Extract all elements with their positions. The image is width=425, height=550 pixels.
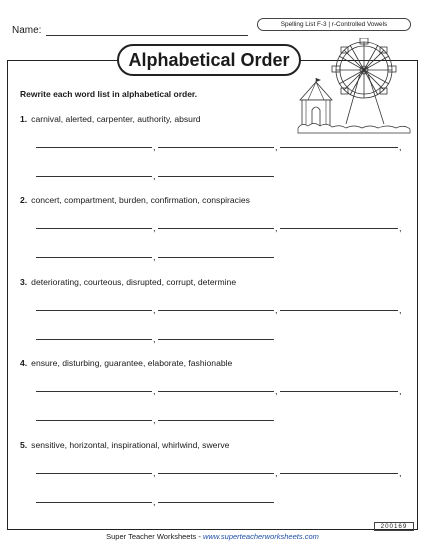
answer-line[interactable] — [158, 147, 274, 148]
question-text — [20, 114, 201, 124]
comma-separator: , — [275, 142, 278, 152]
answer-line[interactable] — [280, 391, 398, 392]
answer-line[interactable] — [36, 420, 152, 421]
answer-line[interactable] — [158, 339, 274, 340]
comma-separator: , — [399, 468, 402, 478]
answer-line[interactable] — [36, 257, 152, 258]
comma-separator: , — [275, 305, 278, 315]
answer-line[interactable] — [280, 147, 398, 148]
word-list: ensure, disturbing, guarantee, elaborate, fashionable — [31, 358, 233, 368]
comma-separator: , — [153, 468, 156, 478]
answer-line[interactable] — [36, 310, 152, 311]
footer — [0, 532, 425, 541]
question-text — [20, 277, 236, 287]
comma-separator: , — [153, 223, 156, 233]
comma-separator: , — [153, 497, 156, 507]
answer-line[interactable] — [36, 391, 152, 392]
answer-line[interactable] — [36, 147, 152, 148]
question-text — [20, 358, 232, 368]
question-number: 3. — [20, 277, 28, 287]
answer-line[interactable] — [158, 473, 274, 474]
comma-separator: , — [153, 252, 156, 262]
question-number: 1. — [20, 114, 28, 124]
word-list: deteriorating, courteous, disrupted, corrupt, determine — [31, 277, 237, 287]
answer-line[interactable] — [36, 176, 152, 177]
question-number: 4. — [20, 358, 28, 368]
comma-separator: , — [275, 468, 278, 478]
question-number: 2. — [20, 195, 28, 205]
name-line[interactable] — [46, 35, 248, 36]
comma-separator: , — [399, 386, 402, 396]
word-list: carnival, alerted, carpenter, authority, absurd — [31, 114, 201, 124]
comma-separator: , — [153, 415, 156, 425]
answer-line[interactable] — [280, 310, 398, 311]
answer-line[interactable] — [36, 502, 152, 503]
word-list: sensitive, horizontal, inspirational, whirlwind, swerve — [31, 440, 230, 450]
answer-line[interactable] — [158, 502, 274, 503]
answer-line[interactable] — [36, 339, 152, 340]
answer-line[interactable] — [158, 391, 274, 392]
question-1 — [20, 114, 410, 184]
answer-line[interactable] — [158, 176, 274, 177]
comma-separator: , — [153, 171, 156, 181]
comma-separator: , — [399, 223, 402, 233]
answer-line[interactable] — [280, 228, 398, 229]
question-text — [20, 440, 229, 450]
question-5 — [20, 440, 410, 510]
question-4 — [20, 358, 410, 428]
comma-separator: , — [153, 305, 156, 315]
comma-separator: , — [153, 334, 156, 344]
question-text — [20, 195, 250, 205]
answer-line[interactable] — [158, 257, 274, 258]
comma-separator: , — [399, 142, 402, 152]
comma-separator: , — [275, 223, 278, 233]
footer-brand: Super Teacher Worksheets - — [106, 532, 203, 541]
instructions: Rewrite each word list in alphabetical order. — [20, 89, 198, 99]
word-list: concert, compartment, burden, confirmation, conspiracies — [31, 195, 250, 205]
worksheet-code: 200169 — [374, 522, 414, 531]
answer-line[interactable] — [36, 473, 152, 474]
answer-line[interactable] — [280, 473, 398, 474]
comma-separator: , — [399, 305, 402, 315]
question-2 — [20, 195, 410, 265]
answer-line[interactable] — [158, 310, 274, 311]
answer-line[interactable] — [36, 228, 152, 229]
question-3 — [20, 277, 410, 347]
comma-separator: , — [153, 142, 156, 152]
page-title: Alphabetical Order — [117, 44, 301, 76]
answer-line[interactable] — [158, 228, 274, 229]
comma-separator: , — [275, 386, 278, 396]
footer-url-link[interactable]: www.superteacherworksheets.com — [202, 532, 319, 541]
name-label: Name: — [12, 25, 42, 36]
question-number: 5. — [20, 440, 28, 450]
answer-line[interactable] — [158, 420, 274, 421]
comma-separator: , — [153, 386, 156, 396]
spelling-list-badge: Spelling List F-3 | r-Controlled Vowels — [257, 18, 411, 31]
